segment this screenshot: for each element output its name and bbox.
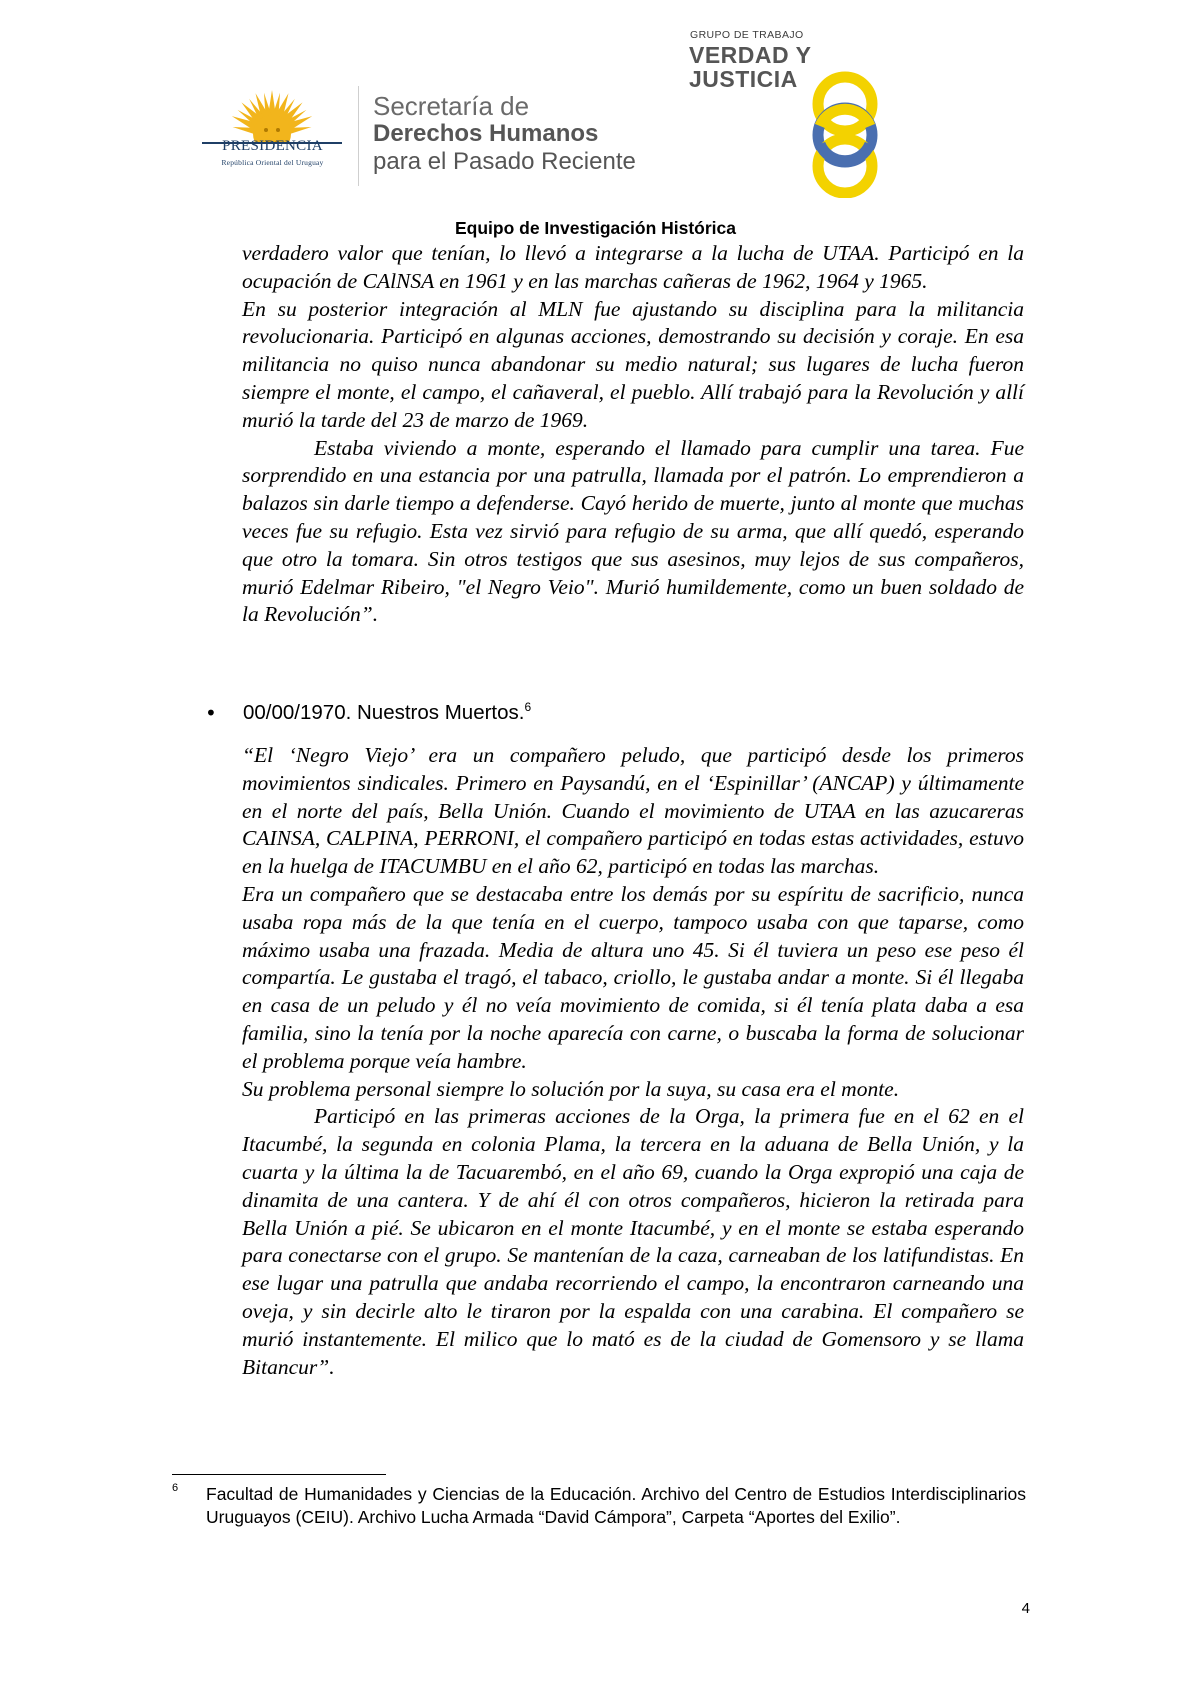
paragraph: Era un compañero que se destacaba entre los demás por su espíritu de sacrificio, nunca usaba ropa más de la que tenía en el cuerpo, tampoco usaba con que taparse, como máximo usaba una frazada. Media de altura uno 45. Si él tuviera un peso ese peso él compartía. Le gustaba el tragó, el tabaco, criollo, le gustaba andar a monte. Si él llegaba en casa de un peludo y él no veía movimiento de comida, si él tenía plata daba a esa familia, sino la tenía por la noche aparecía con carne, o buscaba la forma de solucionar el problema porque veía hambre. (242, 881, 1024, 1073)
bullet-heading (205, 701, 1025, 731)
presidencia-subtitle: República Oriental del Uruguay (221, 158, 324, 167)
bullet-text-wrap (243, 701, 531, 725)
paragraph: Su problema personal siempre lo solución por la suya, su casa era el monte. (242, 1076, 900, 1101)
bullet-text: 00/00/1970. Nuestros Muertos. (243, 701, 525, 724)
paragraph: verdadero valor que tenían, lo llevó a integrarse a la lucha de UTAA. Participó en la ocupación de CAlNSA en 1961 y en las marchas cañeras de 1962, 1964 y 1965. (242, 241, 1024, 293)
page-header (195, 68, 1015, 198)
paragraph: En su posterior integración al MLN fue ajustando su disciplina para la militancia revolucionaria. Participó en algunas acciones, demostrando su decisión y coraje. En esa militancia no quiso nunca abandonar su medio natural; sus lugares de lucha fueron siempre el monte, el campo, el cañaveral, el pueblo. Allí trabajó para la Revolución y allí murió la tarde del 23 de marzo de 1969. (242, 296, 1024, 432)
footnote-number: 6 (172, 1482, 179, 1494)
secretaria-line1: Secretaría de (373, 91, 530, 121)
bullet-symbol: • (205, 701, 217, 725)
footnote-text: Facultad de Humanidades y Ciencias de la Educación. Archivo del Centro de Estudios Interdisciplinarios Uruguayos (CEIU). Archivo Lucha Armada “David Cámpora”, Carpeta “Aportes del Exilio”. (206, 1484, 1026, 1527)
grupo-title-line2: JUSTICIA (689, 66, 798, 92)
header-divider (358, 86, 359, 186)
verdad-justicia-logo-icon (810, 68, 1020, 198)
team-title: Equipo de Investigación Histórica (454, 218, 737, 238)
secretaria-line2: Derechos Humanos (373, 120, 599, 147)
paragraph: Estaba viviendo a monte, esperando el llamado para cumplir una tarea. Fue sorprendido en una estancia por una patrulla, llamada por el patrón. Lo emprendieron a balazos sin darle tiempo a defenderse. Cayó herido de muerte, junto al monte que muchas veces fue su refugio. Esta vez sirvió para refugio de su arma, que allí quedó, esperando que otro la tomara. Sin otros testigos que sus asesinos, muy lejos de sus compañeros, murió Edelmar Ribeiro, "el Negro Veio". Murió humildemente, como un buen soldado de la Revolución”. (242, 435, 1024, 627)
presidencia-sun-logo (195, 82, 350, 192)
footnote-ref[interactable]: 6 (524, 700, 532, 715)
grupo-small-label: GRUPO DE TRABAJO (690, 29, 804, 41)
section-1 (242, 240, 1024, 629)
grupo-title-line1: VERDAD Y (689, 42, 812, 68)
secretaria-line3: para el Pasado Reciente (373, 148, 636, 175)
page-number: 4 (1021, 1600, 1030, 1617)
secretaria-title (373, 92, 636, 176)
footnote-rule (172, 1474, 386, 1475)
paragraph: “El ‘Negro Viejo’ era un compañero peludo, que participó desde los primeros movimientos sindicales. Primero en Paysandú, en el ‘Espinillar’ (ANCAP) y últimamente en el norte del país, Bella Unión. Cuando el movimiento de UTAA en las azucareras CAINSA, CALPINA, PERRONI, el compañero participó en todas estas actividades, estuvo en la huelga de ITACUMBU en el año 62, participó en todas las marchas. (242, 743, 1024, 879)
section-2 (242, 742, 1024, 1381)
presidencia-name: PRESIDENCIA (222, 138, 323, 154)
paragraph: Participó en las primeras acciones de la Orga, la primera fue en el 62 en el Itacumbé, la segunda en colonia Plama, la tercera en la aduana de Bella Unión, y la cuarta y la última la de Tacuarembó, en el año 69, cuando la Orga expropió una caja de dinamita de una cantera. Y de ahí él con otros compañeros, hicieron la retirada para Bella Unión a pié. Se ubicaron en el monte Itacumbé, y en el monte se estaba esperando para conectarse con el grupo. Se mantenían de la caza, carneaban de los latifundistas. En ese lugar una patrulla que andaba recorriendo el campo, la encontraron carneando una oveja, y sin decirle alto le tiraron por la espalda con una carabina. El compañero se murió instantemente. El milico que lo mató es de la ciudad de Gomensoro y se llama Bitancur”. (242, 1104, 1024, 1379)
